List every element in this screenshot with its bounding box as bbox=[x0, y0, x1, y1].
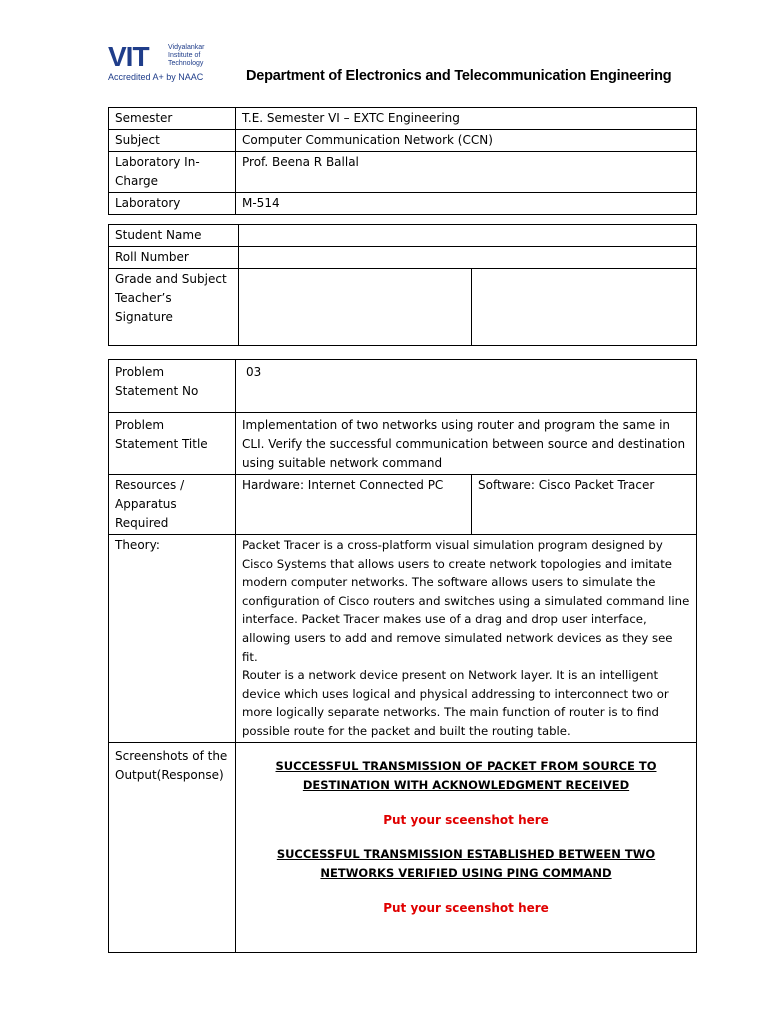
lab-value: M-514 bbox=[236, 193, 697, 215]
table-row bbox=[109, 535, 697, 743]
subject-label: Subject bbox=[109, 130, 236, 152]
table-row bbox=[109, 152, 697, 193]
hardware-value: Hardware: Internet Connected PC bbox=[236, 475, 472, 535]
table-row bbox=[109, 225, 697, 247]
department-title: Department of Electronics and Telecommunication Engineering bbox=[246, 68, 672, 84]
screenshot-placeholder-2[interactable]: Put your sceenshot here bbox=[383, 900, 549, 915]
semester-label: Semester bbox=[109, 108, 236, 130]
course-info-table bbox=[108, 107, 697, 215]
table-row bbox=[109, 475, 697, 535]
screenshots-label: Screenshots of the Output(Response) bbox=[109, 742, 236, 952]
institute-logo bbox=[108, 42, 226, 88]
grade-signature-label: Grade and Subject Teacher’s Signature bbox=[109, 269, 239, 346]
theory-paragraph-1: Packet Tracer is a cross-platform visual simulation program designed by Cisco Systems that allows users to create network topologies and imitate modern computer networks. The software allows users to simulate the configuration of Cisco routers and switches using a simulated command line interface. Packet Tracer makes use of a drag and drop user interface, allowing users to add and remove simulated network devices as they see fit. bbox=[242, 538, 690, 664]
signature-field[interactable] bbox=[472, 269, 697, 346]
problem-title-value: Implementation of two networks using router and program the same in CLI. Verify the successful communication between source and destination using suitable network command bbox=[236, 413, 697, 475]
theory-value bbox=[236, 535, 697, 743]
logo-vit-text: VIT bbox=[108, 41, 149, 72]
incharge-value: Prof. Beena R Ballal bbox=[236, 152, 697, 193]
theory-paragraph-2: Router is a network device present on Network layer. It is an intelligent device which uses logical and physical addressing to interconnect two or more logically separate networks. The main function of router is to find possible route for the packet and built the routing table. bbox=[242, 668, 669, 738]
theory-label: Theory: bbox=[109, 535, 236, 743]
screenshot-heading-2: SUCCESSFUL TRANSMISSION ESTABLISHED BETWEEN TWO NETWORKS VERIFIED USING PING COMMAND bbox=[276, 846, 656, 880]
table-row bbox=[109, 360, 697, 413]
screenshot-heading-1: SUCCESSFUL TRANSMISSION OF PACKET FROM SOURCE TO DESTINATION WITH ACKNOWLEDGMENT RECEIVED bbox=[275, 758, 657, 792]
screenshots-area bbox=[236, 742, 697, 952]
roll-number-field[interactable] bbox=[239, 247, 697, 269]
student-name-field[interactable] bbox=[239, 225, 697, 247]
problem-statement-table bbox=[108, 359, 697, 953]
student-info-table bbox=[108, 224, 697, 346]
semester-value: T.E. Semester VI – EXTC Engineering bbox=[236, 108, 697, 130]
student-name-label: Student Name bbox=[109, 225, 239, 247]
software-value: Software: Cisco Packet Tracer bbox=[472, 475, 697, 535]
logo-subtitle-line-2: Institute of bbox=[168, 52, 201, 59]
logo-subtitle-line-1: Vidyalankar bbox=[168, 44, 205, 51]
table-row bbox=[109, 247, 697, 269]
lab-label: Laboratory bbox=[109, 193, 236, 215]
roll-number-label: Roll Number bbox=[109, 247, 239, 269]
subject-value: Computer Communication Network (CCN) bbox=[236, 130, 697, 152]
table-row bbox=[109, 130, 697, 152]
problem-no-value: 03 bbox=[236, 360, 697, 413]
logo-subtitle-line-3: Technology bbox=[168, 60, 204, 67]
screenshot-placeholder-1[interactable]: Put your sceenshot here bbox=[383, 812, 549, 827]
table-row bbox=[109, 269, 697, 346]
table-row bbox=[109, 742, 697, 952]
problem-title-label: Problem Statement Title bbox=[109, 413, 236, 475]
logo-subtitle bbox=[168, 44, 204, 68]
table-row bbox=[109, 413, 697, 475]
problem-no-label: Problem Statement No bbox=[109, 360, 236, 413]
grade-field[interactable] bbox=[239, 269, 472, 346]
logo-accreditation: Accredited A+ by NAAC bbox=[108, 72, 204, 82]
table-row bbox=[109, 193, 697, 215]
resources-label: Resources / Apparatus Required bbox=[109, 475, 236, 535]
incharge-label: Laboratory In-Charge bbox=[109, 152, 236, 193]
table-row bbox=[109, 108, 697, 130]
